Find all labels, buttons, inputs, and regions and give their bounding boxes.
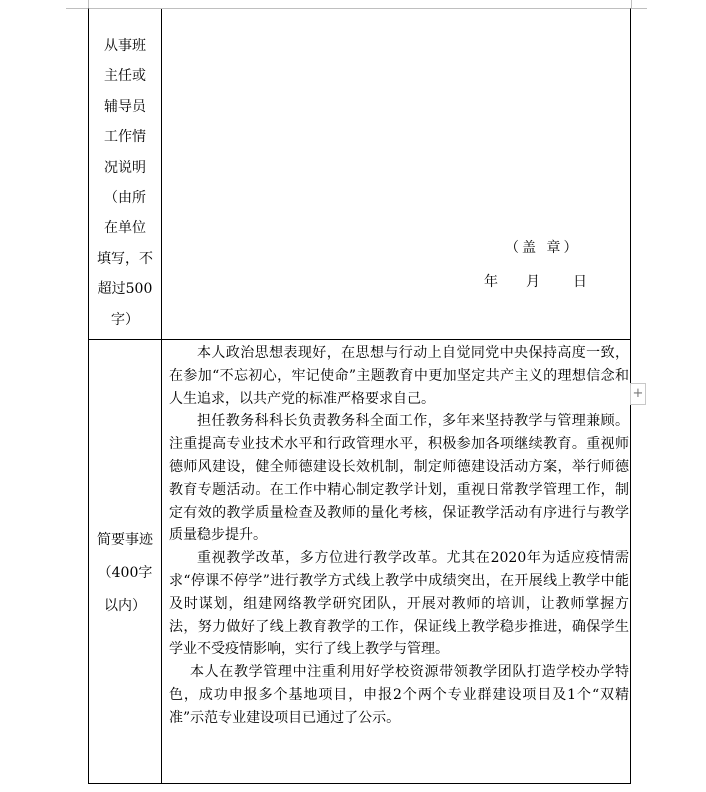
add-row-button[interactable]: + [630,383,646,405]
form-table [88,8,631,784]
date-month: 月 [526,274,540,290]
label-line: 简要事迹 [97,532,153,548]
deeds-paragraph: 本人政治思想表现好，在思想与行动上自觉同党中央保持高度一致，在参加“不忘初心，牢记使命”主题教育中更加坚定共产主义的理想信念和人生追求，以共产党的标准严格要求自己。 [169,345,629,407]
date-line [484,271,587,291]
deeds-paragraph: 担任教务科科长负责教务科全面工作，多年来坚持教学与管理兼顾。注重提高专业技术水平和行政管理水平，积极参加各项继续教育。重视师德师风建设，健全师德建设长效机制，制定师德建设活动方案，举行师德教育专题活动。在工作中精心制定教学计划，重视日常教学管理工作，制定有效的教学质量检查及教师的量化考核，保证教学活动有序进行与教学质量稳步提升。 [169,413,629,544]
label-line: 工作情 [104,129,146,146]
class-teacher-work-label [89,31,161,335]
label-line: 以内） [104,598,146,614]
date-year: 年 [484,274,498,290]
page-corner-guide [631,0,632,8]
label-line: 主任或 [104,68,146,85]
label-line: （由所 [104,190,146,207]
label-line: 字） [111,311,139,328]
label-line: 在单位 [104,220,146,237]
label-line: 辅导员 [104,98,146,115]
label-line: 超过500 [97,281,153,298]
label-line: （400字 [97,565,153,581]
page-corner-guide [88,0,89,8]
page-corner-guide [631,8,647,9]
deeds-paragraph: 本人在教学管理中注重利用好学校资源带领教学团队打造学校办学特色，成功申报多个基地项目，申报2个两个专业群建设项目及1个“双精准”示范专业建设项目已通过了公示。 [169,664,629,726]
brief-deeds-content[interactable] [169,342,629,730]
label-line: 填写，不 [97,250,153,267]
seal-text: （盖 章） [505,240,581,256]
row-divider [89,339,630,340]
column-divider [161,9,162,783]
deeds-paragraph: 重视教学改革，多方位进行教学改革。尤其在2020年为适应疫情需求“停课不停学”进行教学方式线上教学中成绩突出，在开展线上教学中能及时谋划，组建网络教学研究团队，开展对教师的培训，让教师掌握方法，努力做好了线上教育教学的工作，保证线上教学稳步推进，确保学生学业不受疫情影响，实行了线上教学与管理。 [169,550,629,658]
date-day: 日 [573,274,587,290]
page-corner-guide [66,8,88,9]
label-line: 从事班 [104,38,146,54]
brief-deeds-label [89,524,161,623]
label-line: 况说明 [104,159,146,176]
